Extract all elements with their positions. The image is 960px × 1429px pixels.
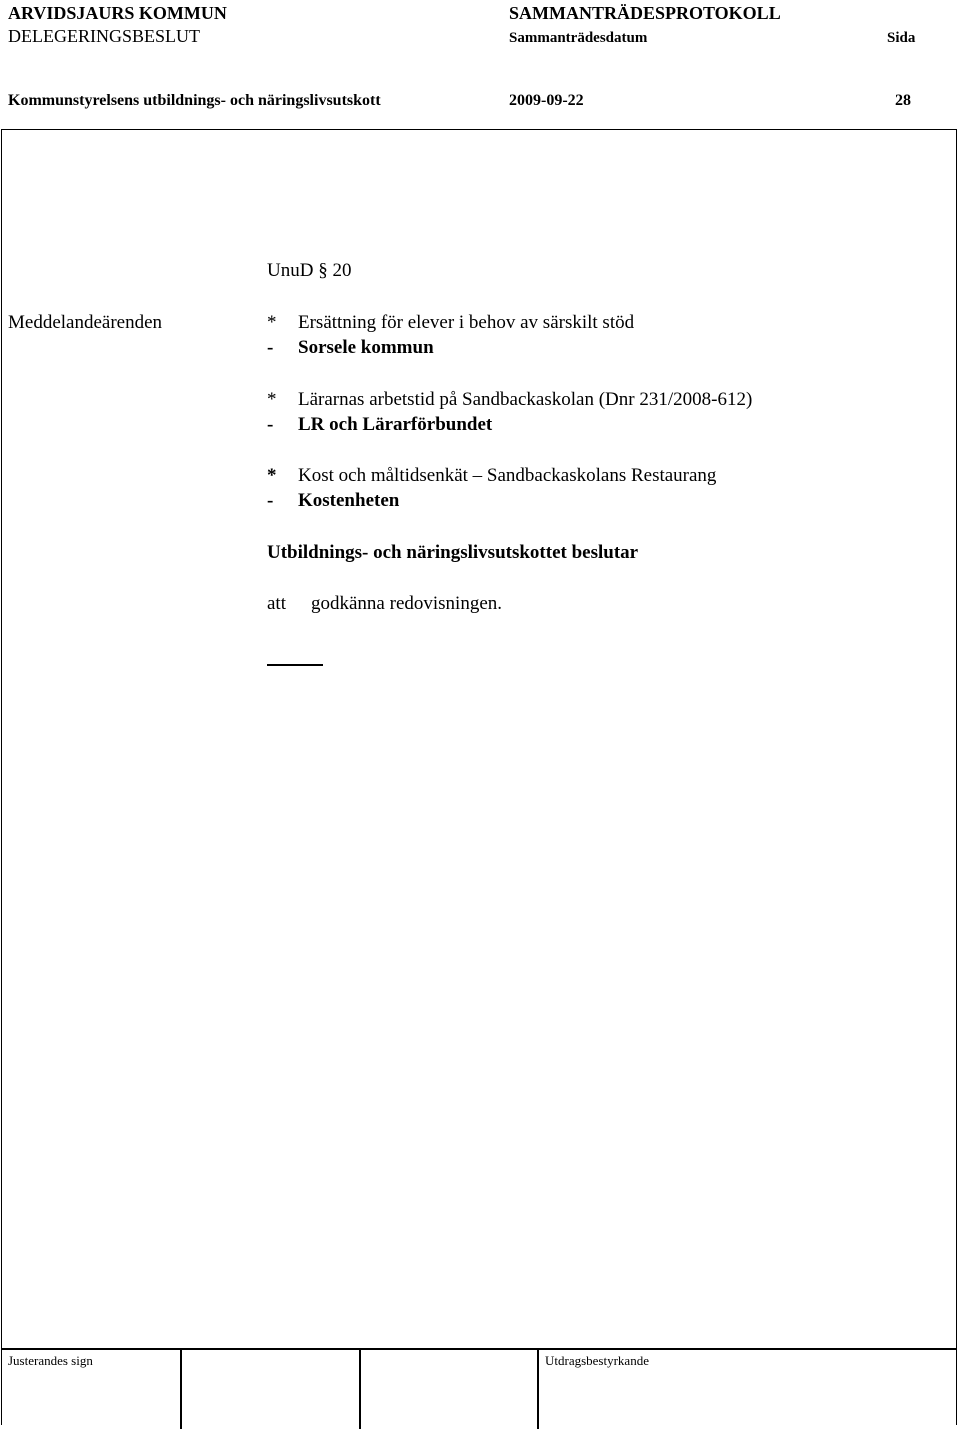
footer-divider: [180, 1349, 182, 1429]
page-number: 28: [895, 92, 911, 109]
decision-type: DELEGERINGSBESLUT: [8, 26, 200, 46]
end-line: [267, 664, 323, 666]
item-text: Lärarnas arbetstid på Sandbackaskolan (Dnr 231/2008-612): [298, 389, 753, 410]
item-bullet: *: [267, 389, 277, 410]
protocol-title: SAMMANTRÄDESPROTOKOLL: [509, 3, 781, 23]
footer-divider: [359, 1349, 361, 1429]
footer-divider: [537, 1349, 539, 1429]
decision-text: godkänna redovisningen.: [311, 593, 503, 614]
item-bullet: *: [267, 312, 277, 333]
decision-heading: Utbildnings- och näringslivsutskottet beslutar: [267, 542, 639, 563]
page-label: Sida: [887, 30, 916, 46]
item-source: Sorsele kommun: [298, 337, 434, 358]
date-label: Sammanträdesdatum: [509, 30, 648, 46]
paragraph-number: 20: [332, 260, 352, 281]
paragraph-symbol: §: [318, 260, 328, 281]
item-source: Kostenheten: [298, 490, 400, 511]
signature-label: Justerandes sign: [8, 1353, 93, 1368]
item-source: LR och Lärarförbundet: [298, 414, 493, 435]
paragraph-prefix: UnuD: [267, 260, 314, 281]
paragraph-heading: [267, 260, 351, 282]
item-bullet: *: [267, 465, 277, 486]
meeting-date: 2009-09-22: [509, 92, 584, 109]
footer-top-border: [1, 1348, 957, 1350]
item-text: Ersättning för elever i behov av särskilt stöd: [298, 312, 635, 333]
item-dash: -: [267, 337, 274, 358]
committee-name: Kommunstyrelsens utbildnings- och näringslivsutskott: [8, 92, 381, 109]
item-dash: -: [267, 414, 274, 435]
att-label: att: [267, 593, 286, 614]
item-dash: -: [267, 490, 274, 511]
item-text: Kost och måltidsenkät – Sandbackaskolans Restaurang: [298, 465, 717, 486]
certification-label: Utdragsbestyrkande: [545, 1353, 649, 1368]
subject-label: Meddelandeärenden: [8, 312, 163, 333]
organization-name: ARVIDSJAURS KOMMUN: [8, 3, 227, 23]
